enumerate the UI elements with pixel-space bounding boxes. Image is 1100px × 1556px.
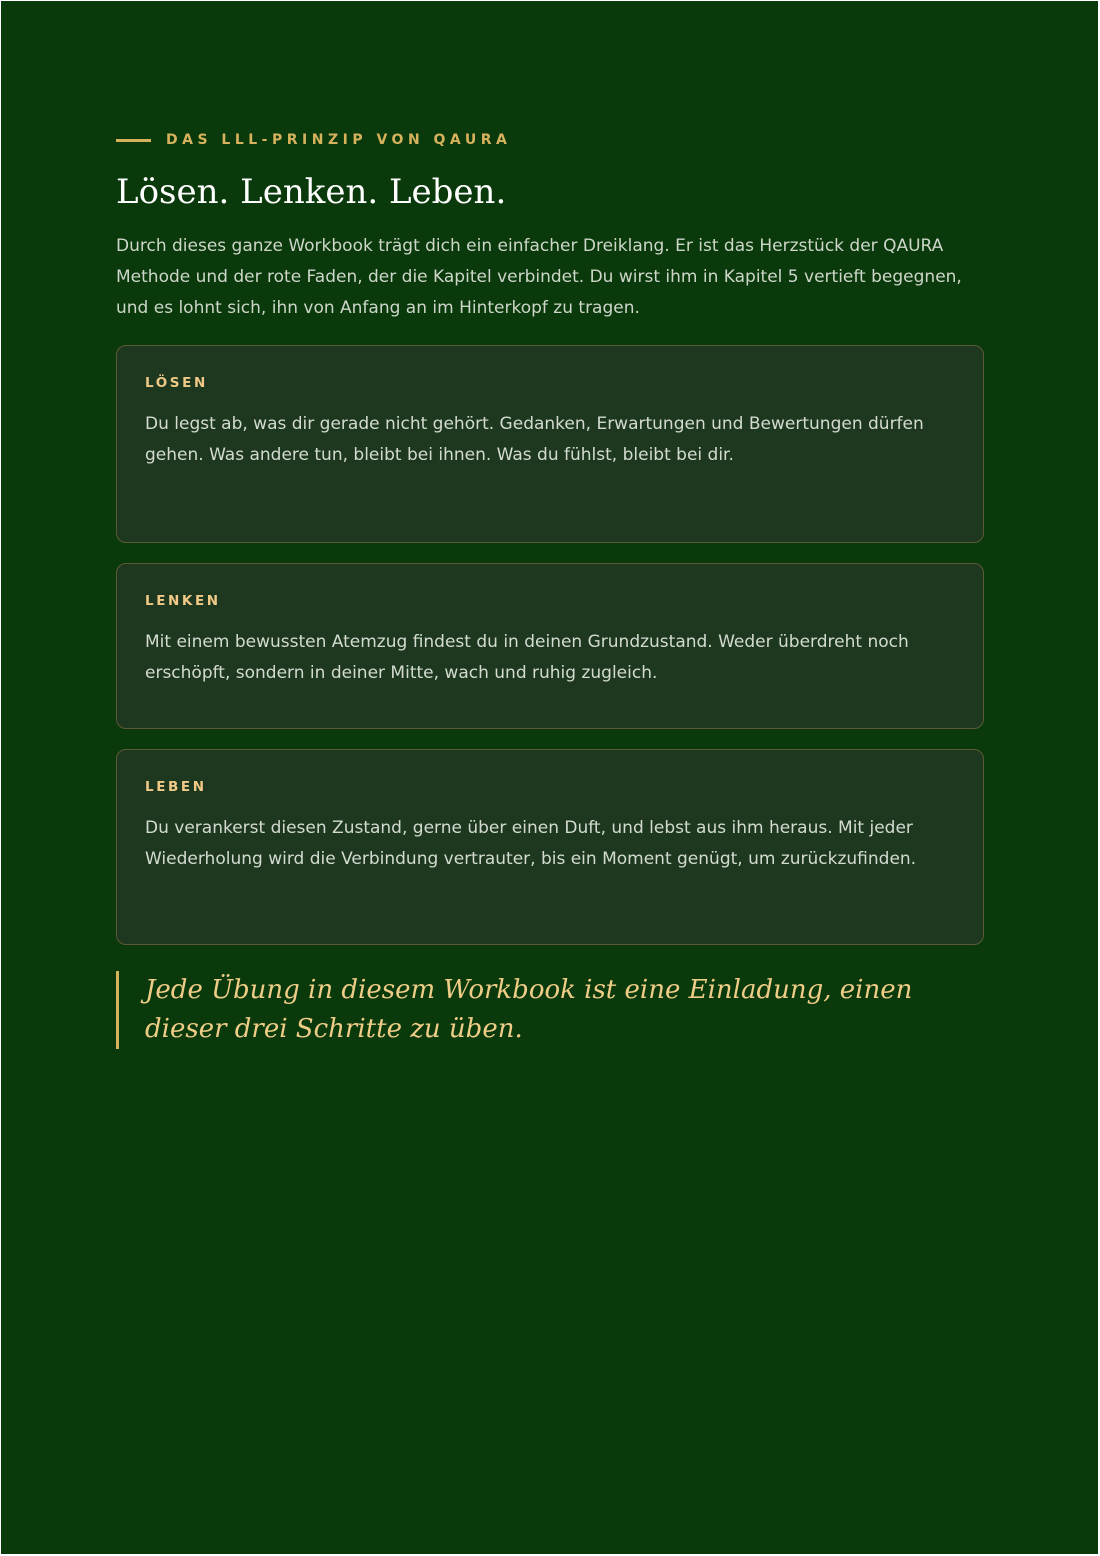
- step-description: Du verankerst diesen Zustand, gerne über einen Duft, und lebst aus ihm heraus. Mit jeder Wiederholung wird die Verbindung vertrauter, bis ein Moment genügt, um zurückzufinden.: [145, 818, 917, 869]
- page-title: Lösen. Lenken. Leben.: [116, 172, 507, 212]
- step-label: LÖSEN: [145, 375, 208, 391]
- page-content: [116, 129, 984, 1049]
- closing-quote: Jede Übung in diesem Workbook ist eine Einladung, einen dieser drei Schritte zu üben.: [116, 971, 984, 1049]
- step-description: Du legst ab, was dir gerade nicht gehört. Gedanken, Erwartungen und Bewertungen dürfen gehen. Was andere tun, bleibt bei ihnen. Was du fühlst, bleibt bei dir.: [145, 414, 924, 465]
- workbook-page: [1, 1, 1098, 1554]
- step-card-loesen: [116, 345, 984, 543]
- step-card-lenken: [116, 563, 984, 729]
- step-card-leben: [116, 749, 984, 945]
- step-description: Mit einem bewussten Atemzug findest du in deinen Grundzustand. Weder überdreht noch erschöpft, sondern in deiner Mitte, wach und ruhig zugleich.: [145, 632, 909, 683]
- intro-paragraph: Durch dieses ganze Workbook trägt dich ein einfacher Dreiklang. Er ist das Herzstück der QAURA Methode und der rote Faden, der die Kapitel verbindet. Du wirst ihm in Kapitel 5 vertieft begegnen, und es lohnt sich, ihn von Anfang an im Hinterkopf zu tragen.: [116, 236, 962, 318]
- step-label: LENKEN: [145, 593, 221, 609]
- section-eyebrow: [116, 129, 984, 151]
- eyebrow-label: DAS LLL-PRINZIP VON QAURA: [166, 132, 512, 148]
- eyebrow-rule: [116, 139, 151, 142]
- step-label: LEBEN: [145, 779, 207, 795]
